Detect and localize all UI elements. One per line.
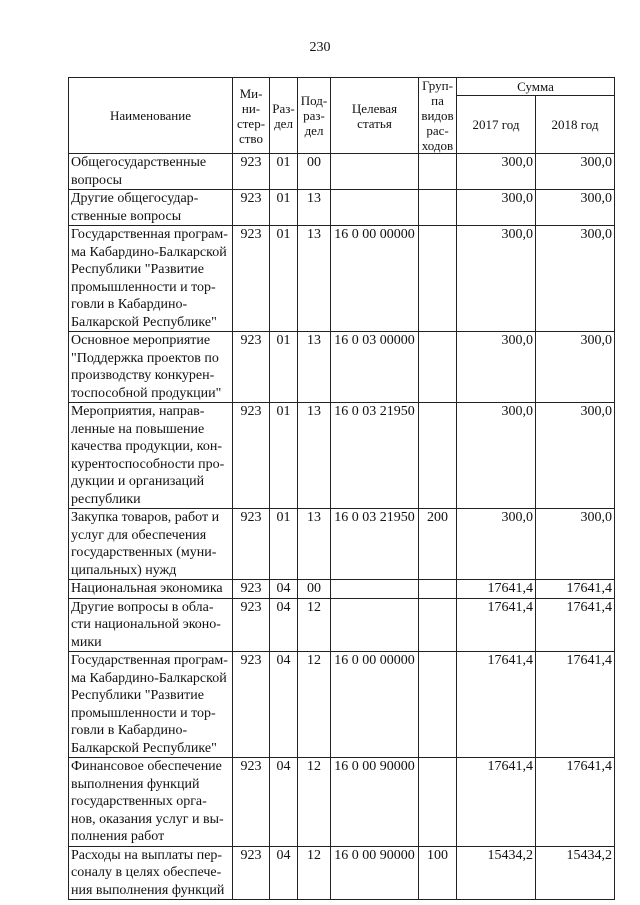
row-ministry: 923 <box>233 226 270 332</box>
table-row <box>69 226 615 332</box>
row-group: 200 <box>419 509 457 580</box>
row-sum-2018: 300,0 <box>536 403 615 509</box>
row-sum-2017: 300,0 <box>457 226 536 332</box>
row-name: Государственная програм-ма Кабардино-Балкарской Республики "Развитие промышленности и тор-говли в Кабардино-Балкарской Республике" <box>69 652 233 758</box>
row-group <box>419 332 457 403</box>
row-ministry: 923 <box>233 580 270 599</box>
row-ministry: 923 <box>233 652 270 758</box>
row-section: 01 <box>270 403 298 509</box>
row-sum-2017: 300,0 <box>457 332 536 403</box>
row-section: 04 <box>270 598 298 652</box>
table-row <box>69 190 615 226</box>
budget-table <box>68 77 615 900</box>
row-sum-2018: 17641,4 <box>536 580 615 599</box>
row-ministry: 923 <box>233 758 270 847</box>
row-sum-2017: 17641,4 <box>457 758 536 847</box>
row-ministry: 923 <box>233 332 270 403</box>
row-target: 16 0 03 00000 <box>331 332 419 403</box>
page-number: 230 <box>309 40 331 55</box>
row-section: 01 <box>270 332 298 403</box>
header-name: Наименование <box>69 78 233 154</box>
row-ministry: 923 <box>233 509 270 580</box>
row-sum-2018: 300,0 <box>536 226 615 332</box>
row-sum-2017: 300,0 <box>457 509 536 580</box>
table-row <box>69 403 615 509</box>
table-row <box>69 509 615 580</box>
row-subsection: 12 <box>298 758 331 847</box>
row-subsection: 13 <box>298 332 331 403</box>
row-name: Другие общегосудар-ственные вопросы <box>69 190 233 226</box>
header-year-2017: 2017 год <box>457 96 536 154</box>
row-group <box>419 190 457 226</box>
table-row <box>69 652 615 758</box>
table-row <box>69 598 615 652</box>
table-body <box>69 154 615 900</box>
row-sum-2018: 300,0 <box>536 154 615 190</box>
row-subsection: 13 <box>298 226 331 332</box>
row-target <box>331 154 419 190</box>
row-group <box>419 154 457 190</box>
row-section: 01 <box>270 190 298 226</box>
row-section: 04 <box>270 580 298 599</box>
row-sum-2018: 300,0 <box>536 332 615 403</box>
header-section: Раз- дел <box>270 78 298 154</box>
row-sum-2017: 17641,4 <box>457 580 536 599</box>
table-row <box>69 332 615 403</box>
row-name: Другие вопросы в обла-сти национальной эконо-мики <box>69 598 233 652</box>
row-subsection: 13 <box>298 509 331 580</box>
header-subsection: Под- раз- дел <box>298 78 331 154</box>
row-ministry: 923 <box>233 403 270 509</box>
row-target: 16 0 00 00000 <box>331 226 419 332</box>
row-sum-2017: 300,0 <box>457 154 536 190</box>
table-row <box>69 580 615 599</box>
row-target: 16 0 03 21950 <box>331 403 419 509</box>
row-sum-2017: 15434,2 <box>457 846 536 900</box>
row-name: Расходы на выплаты пер-соналу в целях обеспече-ния выполнения функций <box>69 846 233 900</box>
row-target: 16 0 00 90000 <box>331 758 419 847</box>
header-group: Груп- па видов рас- ходов <box>419 78 457 154</box>
table-row <box>69 846 615 900</box>
row-target <box>331 190 419 226</box>
row-subsection: 00 <box>298 580 331 599</box>
row-group <box>419 226 457 332</box>
row-subsection: 13 <box>298 403 331 509</box>
row-sum-2017: 17641,4 <box>457 652 536 758</box>
row-sum-2017: 300,0 <box>457 190 536 226</box>
row-group <box>419 580 457 599</box>
row-name: Основное мероприятие "Поддержка проектов по производству конкурен-тоспособной продукции" <box>69 332 233 403</box>
row-target: 16 0 03 21950 <box>331 509 419 580</box>
row-sum-2018: 300,0 <box>536 190 615 226</box>
row-subsection: 12 <box>298 846 331 900</box>
row-group <box>419 758 457 847</box>
row-name: Государственная програм-ма Кабардино-Балкарской Республики "Развитие промышленности и тор-говли в Кабардино-Балкарской Республике" <box>69 226 233 332</box>
table-header <box>69 78 615 154</box>
row-ministry: 923 <box>233 190 270 226</box>
row-target <box>331 598 419 652</box>
row-section: 04 <box>270 758 298 847</box>
row-sum-2018: 17641,4 <box>536 758 615 847</box>
row-subsection: 12 <box>298 652 331 758</box>
row-subsection: 12 <box>298 598 331 652</box>
row-sum-2017: 300,0 <box>457 403 536 509</box>
row-section: 01 <box>270 154 298 190</box>
row-ministry: 923 <box>233 598 270 652</box>
row-subsection: 13 <box>298 190 331 226</box>
table-row <box>69 154 615 190</box>
row-section: 04 <box>270 652 298 758</box>
row-target <box>331 580 419 599</box>
row-section: 04 <box>270 846 298 900</box>
header-year-2018: 2018 год <box>536 96 615 154</box>
row-name: Закупка товаров, работ и услуг для обеспечения государственных (муни-ципальных) нужд <box>69 509 233 580</box>
row-name: Финансовое обеспечение выполнения функций государственных орга-нов, оказания услуг и вы-полнения работ <box>69 758 233 847</box>
row-name: Общегосударственные вопросы <box>69 154 233 190</box>
header-ministry: Ми- ни- стер- ство <box>233 78 270 154</box>
row-ministry: 923 <box>233 154 270 190</box>
row-sum-2018: 15434,2 <box>536 846 615 900</box>
row-subsection: 00 <box>298 154 331 190</box>
table-row <box>69 758 615 847</box>
header-sum: Сумма <box>457 78 615 96</box>
row-group <box>419 403 457 509</box>
row-group <box>419 598 457 652</box>
row-sum-2018: 17641,4 <box>536 652 615 758</box>
row-sum-2018: 300,0 <box>536 509 615 580</box>
row-group <box>419 652 457 758</box>
row-target: 16 0 00 00000 <box>331 652 419 758</box>
row-sum-2017: 17641,4 <box>457 598 536 652</box>
row-section: 01 <box>270 226 298 332</box>
row-ministry: 923 <box>233 846 270 900</box>
row-name: Национальная экономика <box>69 580 233 599</box>
header-target: Целевая статья <box>331 78 419 154</box>
row-target: 16 0 00 90000 <box>331 846 419 900</box>
row-section: 01 <box>270 509 298 580</box>
row-group: 100 <box>419 846 457 900</box>
row-name: Мероприятия, направ-ленные на повышение качества продукции, кон-курентоспособности про-дукции и организаций республики <box>69 403 233 509</box>
row-sum-2018: 17641,4 <box>536 598 615 652</box>
